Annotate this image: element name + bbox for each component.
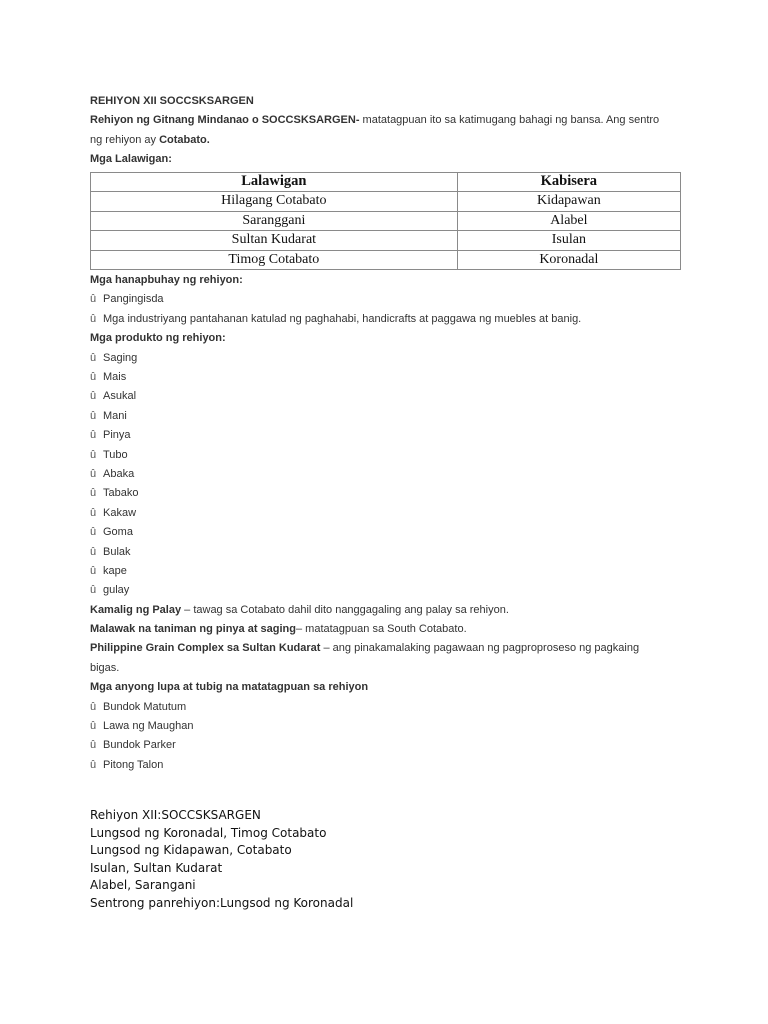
capital-cell: Alabel — [457, 211, 680, 231]
bullet-icon: û — [90, 526, 97, 539]
list-item: û Mga industriyang pantahanan katulad ng paghahabi, handicrafts at paggawa ng muebles at banig. — [90, 310, 690, 329]
list-item: û Tabako — [90, 484, 690, 503]
capital-cell: Koronadal — [457, 250, 680, 270]
bullet-icon: û — [90, 448, 97, 461]
bullet-icon: û — [90, 758, 97, 771]
summary-line: Lungsod ng Koronadal, Timog Cotabato — [90, 825, 327, 840]
summary-line: Isulan, Sultan Kudarat — [90, 860, 223, 875]
fact-taniman: Malawak na taniman ng pinya at saging– matatagpuan sa South Cotabato. — [90, 623, 467, 636]
intro-bold-end: Cotabato. — [159, 133, 210, 146]
bullet-icon: û — [90, 351, 97, 364]
column-header-lalawigan: Lalawigan — [91, 172, 458, 192]
list-item: û Lawa ng Maughan — [90, 717, 690, 736]
list-item: û Pitong Talon — [90, 756, 690, 775]
list-item: û Goma — [90, 523, 690, 542]
bullet-icon: û — [90, 700, 97, 713]
list-item: û Pinya — [90, 426, 690, 445]
province-cell: Timog Cotabato — [91, 250, 458, 270]
summary-line: Sentrong panrehiyon:Lungsod ng Koronadal — [90, 895, 354, 910]
list-item: û kape — [90, 562, 690, 581]
fact-grain-complex-cont: bigas. — [90, 661, 120, 674]
bullet-icon: û — [90, 584, 97, 597]
list-item: û Tubo — [90, 446, 690, 465]
provinces-table — [90, 172, 681, 271]
bullet-icon: û — [90, 720, 97, 733]
bullet-icon: û — [90, 429, 97, 442]
bullet-icon: û — [90, 312, 97, 325]
province-cell: Saranggani — [91, 211, 458, 231]
bullet-icon: û — [90, 545, 97, 558]
list-item: û Kakaw — [90, 504, 690, 523]
summary-block — [90, 807, 353, 913]
hanapbuhay-heading: Mga hanapbuhay ng rehiyon: — [90, 274, 243, 287]
list-item: û Bundok Parker — [90, 736, 690, 755]
table-row — [91, 211, 681, 231]
bullet-icon: û — [90, 409, 97, 422]
list-item: û Bundok Matutum — [90, 698, 690, 717]
list-item: û gulay — [90, 581, 690, 600]
bullet-icon: û — [90, 293, 97, 306]
table-row — [91, 192, 681, 212]
produkto-heading: Mga produkto ng rehiyon: — [90, 332, 226, 345]
summary-line: Alabel, Sarangani — [90, 878, 196, 893]
fact-kamalig: Kamalig ng Palay – tawag sa Cotabato dahil dito nanggagaling ang palay sa rehiyon. — [90, 603, 509, 616]
bullet-icon: û — [90, 506, 97, 519]
bullet-icon: û — [90, 739, 97, 752]
intro-text-2: ng rehiyon ay — [90, 133, 160, 146]
anyong-heading: Mga anyong lupa at tubig na matatagpuan sa rehiyon — [90, 681, 369, 694]
list-item: û Mais — [90, 368, 690, 387]
bullet-icon: û — [90, 487, 97, 500]
bullet-icon: û — [90, 390, 97, 403]
fact-grain-complex: Philippine Grain Complex sa Sultan Kudarat – ang pinakamalaking pagawaan ng pagproproseso ng pagkaing — [90, 642, 640, 655]
province-cell: Sultan Kudarat — [91, 231, 458, 251]
intro-line-2 — [90, 131, 690, 150]
capital-cell: Kidapawan — [457, 192, 680, 212]
intro-text-1: matatagpuan ito sa katimugang bahagi ng bansa. Ang sentro — [359, 114, 660, 127]
list-item: û Mani — [90, 407, 690, 426]
list-item: û Abaka — [90, 465, 690, 484]
intro-bold-lead: Rehiyon ng Gitnang Mindanao o SOCCSKSARGEN- — [90, 114, 360, 127]
intro-line-1 — [90, 111, 690, 130]
list-item: û Bulak — [90, 543, 690, 562]
bullet-icon: û — [90, 371, 97, 384]
summary-line: Lungsod ng Kidapawan, Cotabato — [90, 843, 292, 858]
province-cell: Hilagang Cotabato — [91, 192, 458, 212]
table-row — [91, 231, 681, 251]
document-body — [90, 92, 690, 775]
doc-title: REHIYON XII SOCCSKSARGEN — [90, 95, 254, 107]
list-item: û Saging — [90, 349, 690, 368]
capital-cell: Isulan — [457, 231, 680, 251]
bullet-icon: û — [90, 467, 97, 480]
table-row — [91, 250, 681, 270]
list-item: û Pangingisda — [90, 290, 690, 309]
lalawigan-heading: Mga Lalawigan: — [90, 153, 172, 166]
table-header-row — [91, 172, 681, 192]
bullet-icon: û — [90, 564, 97, 577]
summary-line: Rehiyon XII:SOCCSKSARGEN — [90, 808, 261, 822]
list-item: û Asukal — [90, 387, 690, 406]
column-header-kabisera: Kabisera — [457, 172, 680, 192]
